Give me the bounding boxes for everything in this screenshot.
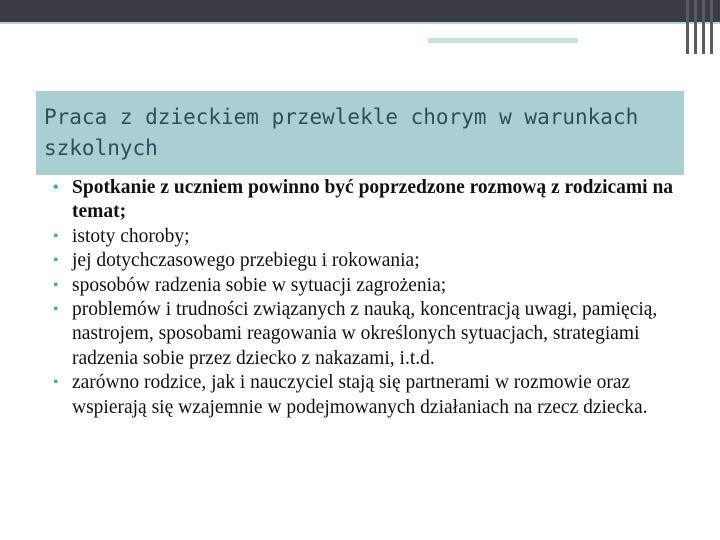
bullet-dot-icon: • — [53, 276, 59, 294]
slide-content — [52, 176, 692, 420]
bullet-list — [52, 176, 692, 420]
bullet-text: problemów i trudności związanych z nauką, koncentracją uwagi, pamięcią, nastrojem, sposobami reagowania w określonych sytuacjach, strategiami radzenia sobie przez dziecko z nakazami, i.t.d. — [72, 299, 658, 369]
top-decor-line — [0, 22, 720, 24]
bullet-item — [52, 298, 692, 371]
corner-stripes-decor — [686, 0, 720, 54]
bullet-dot-icon: • — [53, 301, 59, 319]
bullet-item — [52, 371, 692, 420]
bullet-dot-icon: • — [53, 374, 59, 392]
bullet-dot-icon: • — [53, 252, 59, 270]
bullet-text: jej dotychczasowego przebiegu i rokowania; — [72, 250, 420, 272]
bullet-item — [52, 274, 692, 298]
bullet-item — [52, 225, 692, 249]
bullet-item — [52, 176, 692, 225]
bullet-text: istoty choroby; — [72, 225, 190, 247]
title-box — [36, 91, 684, 175]
bullet-dot-icon: • — [53, 179, 59, 196]
slide-title: Praca z dzieckiem przewlekle chorym w warunkach szkolnych — [44, 105, 639, 160]
bullet-text: zarówno rodzice, jak i nauczyciel stają się partnerami w rozmowie oraz wspierają się wzajemnie w podejmowanych działaniach na rzecz dziecka. — [72, 372, 648, 418]
bullet-item — [52, 249, 692, 273]
accent-decor-bar — [428, 38, 578, 43]
bullet-text: Spotkanie z uczniem powinno być poprzedzone rozmową z rodzicami na temat; — [72, 177, 674, 223]
bullet-dot-icon: • — [53, 227, 59, 245]
top-decor-bar — [0, 0, 720, 22]
bullet-text: sposobów radzenia sobie w sytuacji zagrożenia; — [72, 274, 447, 296]
